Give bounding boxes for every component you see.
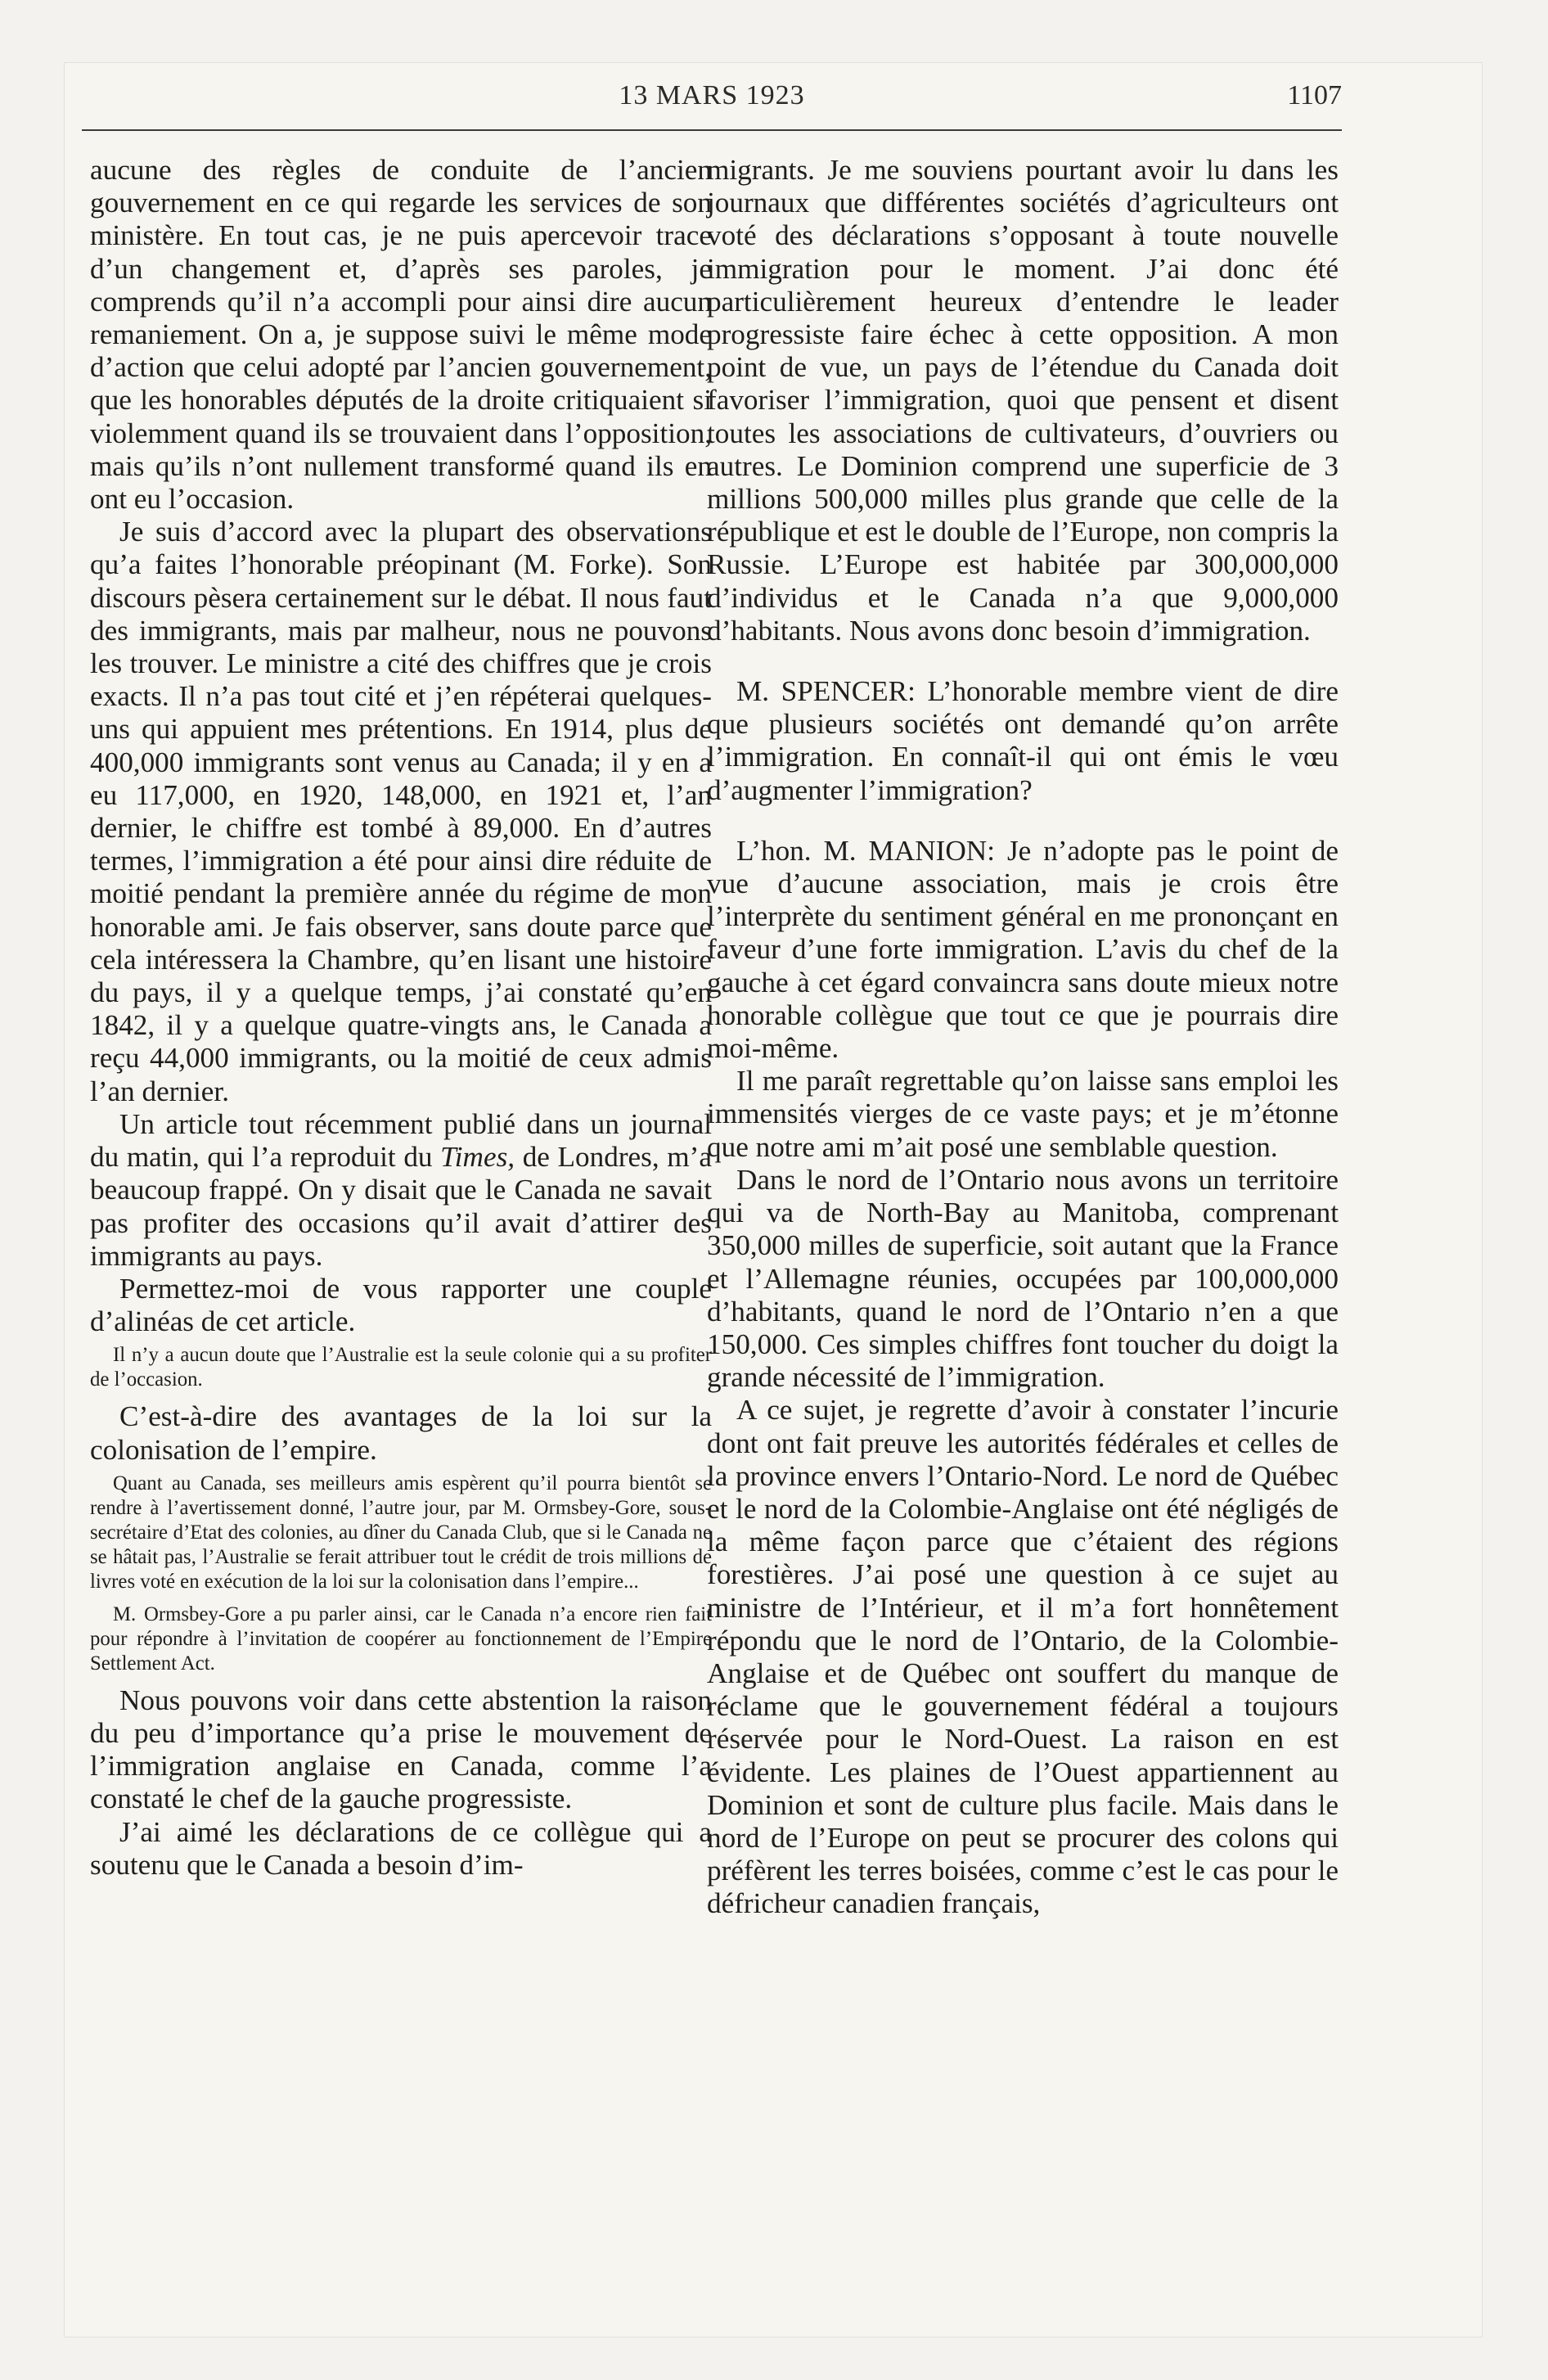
paragraph: A ce sujet, je regrette d’avoir à constater l’incurie dont ont fait preuve les autorités fédérales et celles de la province envers l’Ontario-Nord. Le nord de Québec et le nord de la Colombie-Anglaise ont été négligés de la même façon parce que c’étaient des régions forestières. J’ai posé une question à ce sujet au ministre de l’Intérieur, et il m’a fort honnêtement répondu que le nord de l’Ontario, de la Colombie-Anglaise et de Québec ont souffert du manque de réclame que le gouvernement fédéral a toujours réservée pour le Nord-Ouest. La raison en est évidente. Les plaines de l’Ouest appartiennent au Dominion et sont de culture plus facile. Mais dans le nord de l’Europe on peut se procurer des colons qui préfèrent les terres boisées, comme c’est le cas pour le défricheur canadien français, [707, 1394, 1339, 1920]
paragraph-text: de Londres, m’a beaucoup frappé. On y disait que le Canada ne savait pas profiter des occasions qu’il avait d’attirer des immigrants au pays. [90, 1141, 712, 1272]
page-header [82, 80, 1342, 129]
paragraph-text: Un article tout récemment publié dans un journal du matin, qui l’a reproduit du [90, 1107, 712, 1174]
header-date: 13 MARS 1923 [619, 80, 805, 110]
speaker-paragraph: L’hon. M. MANION: Je n’adopte pas le point de vue d’aucune association, mais je crois être l’interprète du sentiment général en me prononçant en faveur d’une forte immigration. L’avis du chef de la gauche à cet égard convaincra sans doute mieux notre honorable collègue que tout ce que je pourrais dire moi-même. [707, 834, 1339, 1065]
paragraph: Nous pouvons voir dans cette abstention la raison du peu d’importance qu’a prise le mouvement de l’immigration anglaise en Canada, comme l’a constaté le chef de la gauche progressiste. [90, 1684, 712, 1815]
paragraph [90, 1108, 712, 1273]
quotation: M. Ormsbey-Gore a pu parler ainsi, car le Canada n’a encore rien fait pour répondre à l’invitation de coopérer au fonctionnement de l’Empire Settlement Act. [90, 1602, 712, 1675]
paragraph: Permettez-moi de vous rapporter une couple d’alinéas de cet article. [90, 1272, 712, 1338]
paragraph: Dans le nord de l’Ontario nous avons un territoire qui va de North-Bay au Manitoba, comprenant 350,000 milles de superficie, soit autant que la France et l’Allemagne réunies, occupées par 100,000,000 d’habitants, quand le nord de l’Ontario n’en a que 150,000. Ces simples chiffres font toucher du doigt la grande nécessité de l’immigration. [707, 1163, 1339, 1394]
paragraph: C’est-à-dire des avantages de la loi sur la colonisation de l’empire. [90, 1400, 712, 1466]
paragraph: aucune des règles de conduite de l’ancien gouvernement en ce qui regarde les services de son ministère. En tout cas, je ne puis apercevoir trace d’un changement et, d’après ses paroles, je comprends qu’il n’a accompli pour ainsi dire aucun remaniement. On a, je suppose suivi le même mode d’action que celui adopté par l’ancien gouvernement, que les honorables députés de la droite critiquaient si violemment quand ils se trouvaient dans l’opposition, mais qu’ils n’ont nullement transformé quand ils en ont eu l’occasion. [90, 154, 712, 516]
speaker-paragraph: M. SPENCER: L’honorable membre vient de dire que plusieurs sociétés ont demandé qu’on arrête l’immigration. En connaît-il qui ont émis le vœu d’augmenter l’immigration? [707, 675, 1339, 806]
left-column [90, 154, 712, 1882]
quotation: Il n’y a aucun doute que l’Australie est la seule colonie qui a su profiter de l’occasion. [90, 1344, 712, 1391]
right-column [707, 154, 1339, 1921]
paragraph: J’ai aimé les déclarations de ce collègue qui a soutenu que le Canada a besoin d’im- [90, 1815, 712, 1881]
quotation: Quant au Canada, ses meilleurs amis espèrent qu’il pourra bientôt se rendre à l’avertissement donné, l’autre jour, par M. Ormsbey-Gore, sous-secrétaire d’Etat des colonies, au dîner du Canada Club, que si le Canada ne se hâtait pas, l’Australie se ferait attribuer tout le crédit de trois millions de livres voté en exécution de la loi sur la colonisation dans l’empire... [90, 1472, 712, 1593]
paragraph: migrants. Je me souviens pourtant avoir lu dans les journaux que différentes sociétés d’agriculteurs ont voté des déclarations s’opposant à toute nouvelle immigration pour le moment. J’ai donc été particulièrement heureux d’entendre le leader progressiste faire échec à cette opposition. A mon point de vue, un pays de l’étendue du Canada doit favoriser l’immigration, quoi que pensent et disent toutes les associations de cultivateurs, d’ouvriers ou autres. Le Dominion comprend une superficie de 3 millions 500,000 milles plus grande que celle de la république et est le double de l’Europe, non compris la Russie. L’Europe est habitée par 300,000,000 d’individus et le Canada n’a que 9,000,000 d’habitants. Nous avons donc besoin d’immigration. [707, 154, 1339, 647]
newspaper-title: Times, [440, 1141, 515, 1174]
page-number: 1107 [1287, 80, 1342, 110]
header-rule [82, 129, 1342, 131]
paragraph: Il me paraît regrettable qu’on laisse sans emploi les immensités vierges de ce vaste pays; et je m’étonne que notre ami m’ait posé une semblable question. [707, 1065, 1339, 1163]
paragraph: Je suis d’accord avec la plupart des observations qu’a faites l’honorable préopinant (M. Forke). Son discours pèsera certainement sur le débat. Il nous faut des immigrants, mais par malheur, nous ne pouvons les trouver. Le ministre a cité des chiffres que je crois exacts. Il n’a pas tout cité et j’en répéterai quelques-uns qui appuient mes prétentions. En 1914, plus de 400,000 immigrants sont venus au Canada; il y en a eu 117,000, en 1920, 148,000, en 1921 et, l’an dernier, le chiffre est tombé à 89,000. En d’autres termes, l’immigration a été pour ainsi dire réduite de moitié pendant la première année du régime de mon honorable ami. Je fais observer, sans doute parce que cela intéressera la Chambre, qu’en lisant une histoire du pays, il y a quelque temps, j’ai constaté qu’en 1842, il y a quelque quatre-vingts ans, le Canada a reçu 44,000 immigrants, ou la moitié de ceux admis l’an dernier. [90, 516, 712, 1107]
